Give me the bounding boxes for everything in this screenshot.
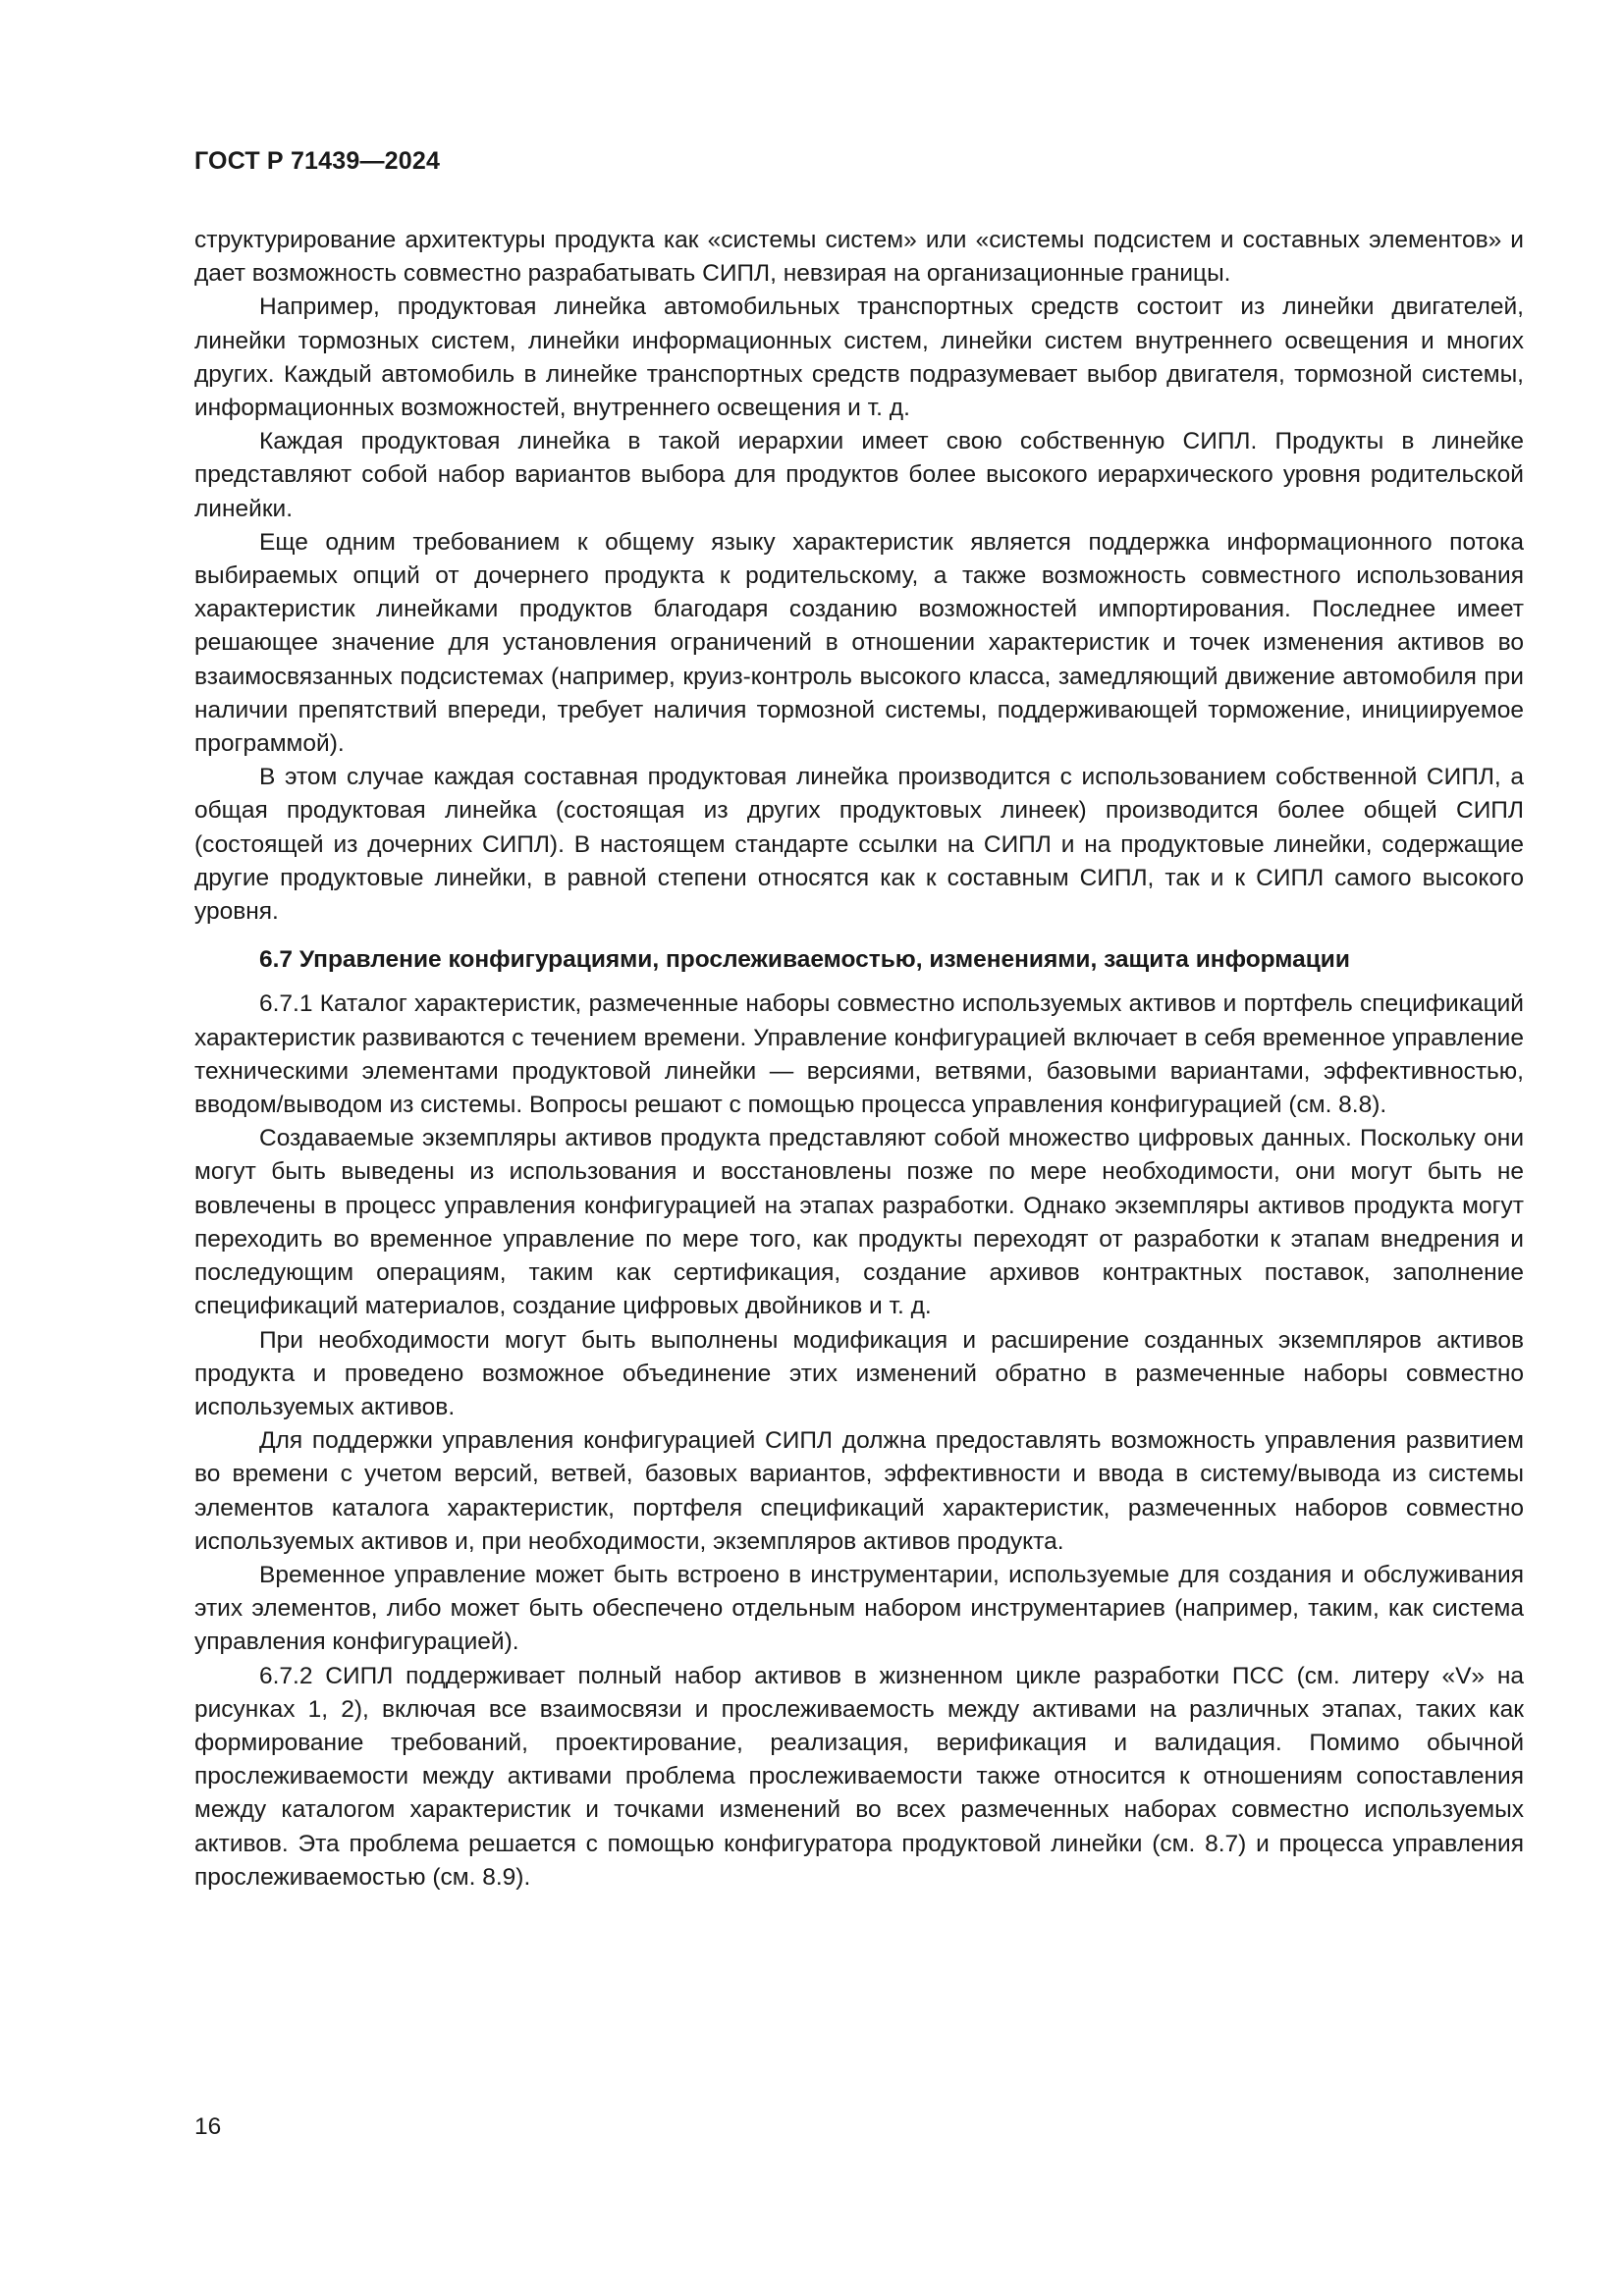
paragraph-product-instances: Создаваемые экземпляры активов продукта представляют собой множество цифровых данных. Поскольку они могут быть выведены из использования и восстановлены позже по мере необходимости, они могут быть не вовлечены в процесс управления конфигурацией на этапах разработки. Однако экземпляры активов продукта могут переходить во временное управление по мере того, как продукты переходят от разработки к этапам внедрения и последующим операциям, таким как сертификация, создание архивов контрактных поставок, заполнение спецификаций материалов, создание цифровых двойников и т. д. (194, 1125, 1524, 1320)
paragraph-modification: При необходимости могут быть выполнены модификация и расширение созданных экземпляров активов продукта и проведено возможное объединение этих изменений обратно в размеченные наборы совместно используемых активов. (194, 1326, 1524, 1420)
paragraph-config-support: Для поддержки управления конфигурацией СИПЛ должна предоставлять возможность управления развитием во времени с учетом версий, ветвей, базовых вариантов, эффективности и ввода в систему/вывода из системы элементов каталога характеристик, портфеля спецификаций характеристик, размеченных наборов совместно используемых активов и, при необходимости, экземпляров активов продукта. (194, 1427, 1524, 1555)
page-number: 16 (194, 2113, 222, 2140)
paragraph-composite-lines: В этом случае каждая составная продуктовая линейка производится с использованием собственной СИПЛ, а общая продуктовая линейка (состоящая из других продуктовых линеек) производится более общей СИПЛ (состоящей из дочерних СИПЛ). В настоящем стандарте ссылки на СИПЛ и на продуктовые линейки, содержащие другие продуктовые линейки, в равной степени относятся как к составным СИПЛ, так и к СИПЛ самого высокого уровня. (194, 764, 1524, 926)
paragraph-6-7-2: 6.7.2 СИПЛ поддерживает полный набор активов в жизненном цикле разработки ПСС (см. литеру «V» на рисунках 1, 2), включая все взаимосвязи и прослеживаемость между активами на различных этапах, таких как формирование требований, проектирование, реализация, верификация и валидация. Помимо обычной прослеживаемости между активами проблема прослеживаемости также относится к отношениям сопоставления между каталогом характеристик и точками изменений во всех размеченных наборах совместно используемых активов. Эта проблема решается с помощью конфигуратора продуктовой линейки (см. 8.7) и процесса управления прослеживаемостью (см. 8.9). (194, 1662, 1524, 1891)
document-body (194, 224, 1524, 1895)
paragraph-temporal-management: Временное управление может быть встроено в инструментарии, используемые для создания и обслуживания этих элементов, либо может быть обеспечено отдельным набором инструментариев (например, таким, как система управления конфигурацией). (194, 1561, 1524, 1656)
paragraph-hierarchy: Каждая продуктовая линейка в такой иерархии имеет свою собственную СИПЛ. Продукты в линейке представляют собой набор вариантов выбора для продуктов более высокого иерархического уровня родительской линейки. (194, 428, 1524, 522)
paragraph-feature-language: Еще одним требованием к общему языку характеристик является поддержка информационного потока выбираемых опций от дочернего продукта к родительскому, а также возможность совместного использования характеристик линейками продуктов благодаря созданию возможностей импортирования. Последнее имеет решающее значение для установления ограничений в отношении характеристик и точек изменения активов во взаимосвязанных подсистемах (например, круиз-контроль высокого класса, замедляющий движение автомобиля при наличии препятствий впереди, требует наличия тормозной системы, поддерживающей торможение, инициируемое программой). (194, 528, 1524, 758)
section-heading-6-7: 6.7 Управление конфигурациями, прослеживаемостью, изменениями, защита информации (259, 946, 1350, 974)
paragraph-continuation: структурирование архитектуры продукта как «системы систем» или «системы подсистем и составных элементов» и дает возможность совместно разрабатывать СИПЛ, невзирая на организационные границы. (194, 227, 1524, 288)
paragraph-6-7-1: 6.7.1 Каталог характеристик, размеченные наборы совместно используемых активов и портфель спецификаций характеристик развиваются с течением времени. Управление конфигурацией включает в себя временное управление техническими элементами продуктовой линейки — версиями, ветвями, базовыми вариантами, эффективностью, вводом/выводом из системы. Вопросы решают с помощью процесса управления конфигурацией (см. 8.8). (194, 990, 1524, 1119)
paragraph-vehicle-example: Например, продуктовая линейка автомобильных транспортных средств состоит из линейки двигателей, линейки тормозных систем, линейки информационных систем, линейки систем внутреннего освещения и многих других. Каждый автомобиль в линейке транспортных средств подразумевает выбор двигателя, тормозной системы, информационных возможностей, внутреннего освещения и т. д. (194, 294, 1524, 422)
document-code-header: ГОСТ Р 71439—2024 (194, 147, 441, 175)
